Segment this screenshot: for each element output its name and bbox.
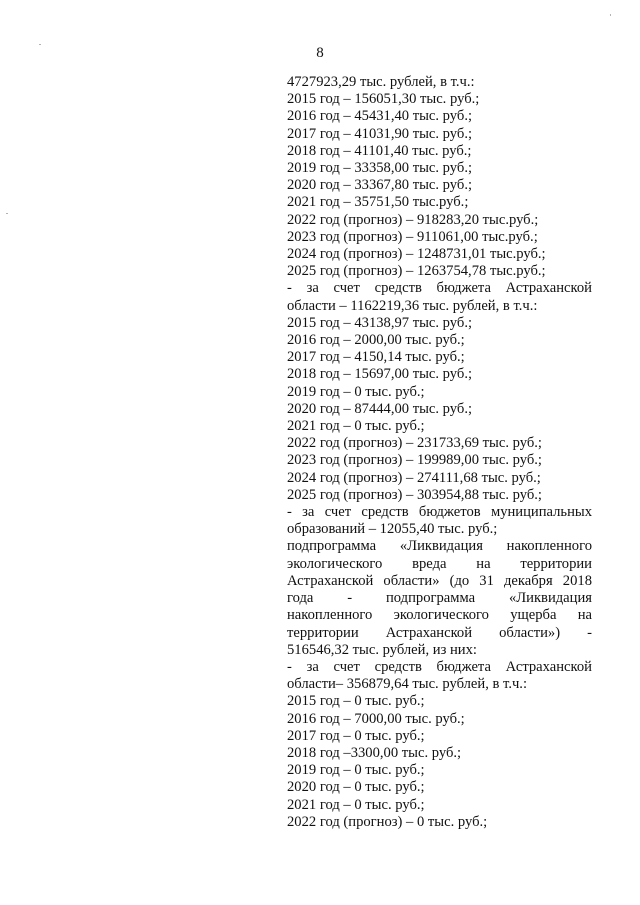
text-line: 2025 год (прогноз) – 1263754,78 тыс.руб.; bbox=[287, 263, 546, 280]
text-line: 4727923,29 тыс. рублей, в т.ч.: bbox=[287, 74, 475, 90]
text-line: 2017 год – 4150,14 тыс. руб.; bbox=[287, 349, 465, 366]
scan-speck bbox=[39, 44, 41, 45]
text-line: 516546,32 тыс. рублей, из них: bbox=[287, 641, 477, 658]
text-line: 2020 год – 87444,00 тыс. руб.; bbox=[287, 400, 473, 417]
text-line: 2025 год (прогноз) – 303954,88 тыс. руб.; bbox=[287, 486, 542, 503]
text-line: 2018 год –3300,00 тыс. руб.; bbox=[287, 744, 462, 761]
text-line: 2020 год – 33367,80 тыс. руб.; bbox=[287, 177, 473, 194]
text-line: 2016 год – 7000,00 тыс. руб.; bbox=[287, 710, 465, 727]
text-line: территории Астраханской области») - bbox=[287, 624, 592, 641]
document-text-column bbox=[287, 74, 592, 831]
text-line: экологического вреда на территории bbox=[287, 555, 592, 572]
text-line: 2021 год – 0 тыс. руб.; bbox=[287, 418, 425, 435]
text-line: 2022 год (прогноз) – 918283,20 тыс.руб.; bbox=[287, 211, 539, 228]
text-line: 2019 год – 33358,00 тыс. руб.; bbox=[287, 160, 473, 177]
text-line: 2019 год – 0 тыс. руб.; bbox=[287, 762, 425, 779]
text-line: 2024 год (прогноз) – 274111,68 тыс. руб.; bbox=[287, 469, 541, 486]
scan-speck bbox=[610, 14, 611, 16]
text-line: 2017 год – 41031,90 тыс. руб.; bbox=[287, 125, 473, 142]
text-line: области – 1162219,36 тыс. рублей, в т.ч.: bbox=[287, 297, 538, 314]
text-line: области– 356879,64 тыс. рублей, в т.ч.: bbox=[287, 676, 528, 693]
text-line: 2020 год – 0 тыс. руб.; bbox=[287, 779, 425, 796]
text-line: 2017 год – 0 тыс. руб.; bbox=[287, 727, 425, 744]
text-line: 2018 год – 15697,00 тыс. руб.; bbox=[287, 366, 473, 383]
text-line: 2019 год – 0 тыс. руб.; bbox=[287, 383, 425, 400]
text-line: 2023 год (прогноз) – 199989,00 тыс. руб.; bbox=[287, 452, 542, 469]
scan-speck bbox=[6, 213, 8, 214]
text-line: 2021 год – 35751,50 тыс.руб.; bbox=[287, 194, 469, 211]
text-line: - за счет средств бюджета Астраханской bbox=[287, 280, 592, 297]
text-line: образований – 12055,40 тыс. руб.; bbox=[287, 521, 498, 538]
text-line: накопленного экологического ущерба на bbox=[287, 607, 592, 624]
text-line: года - подпрограмма «Ликвидация bbox=[287, 590, 592, 607]
text-line: 2021 год – 0 тыс. руб.; bbox=[287, 796, 425, 813]
text-line: 2022 год (прогноз) – 231733,69 тыс. руб.; bbox=[287, 435, 542, 452]
text-line: 2016 год – 45431,40 тыс. руб.; bbox=[287, 108, 473, 125]
text-line: 2023 год (прогноз) – 911061,00 тыс.руб.; bbox=[287, 228, 538, 245]
text-line: 2015 год – 0 тыс. руб.; bbox=[287, 693, 425, 710]
text-line: 2015 год – 43138,97 тыс. руб.; bbox=[287, 314, 473, 331]
text-line: - за счет средств бюджетов муниципальных bbox=[287, 504, 592, 521]
text-line: 2022 год (прогноз) – 0 тыс. руб.; bbox=[287, 813, 488, 830]
text-line: - за счет средств бюджета Астраханской bbox=[287, 658, 592, 675]
text-line: подпрограмма «Ликвидация накопленного bbox=[287, 538, 592, 555]
text-line: 2016 год – 2000,00 тыс. руб.; bbox=[287, 332, 465, 349]
text-line: 2024 год (прогноз) – 1248731,01 тыс.руб.; bbox=[287, 246, 546, 263]
page-number: 8 bbox=[316, 45, 324, 61]
text-line: Астраханской области» (до 31 декабря 2018 bbox=[287, 572, 592, 589]
text-line: 2015 год – 156051,30 тыс. руб.; bbox=[287, 91, 480, 108]
text-line: 2018 год – 41101,40 тыс. руб.; bbox=[287, 142, 472, 159]
